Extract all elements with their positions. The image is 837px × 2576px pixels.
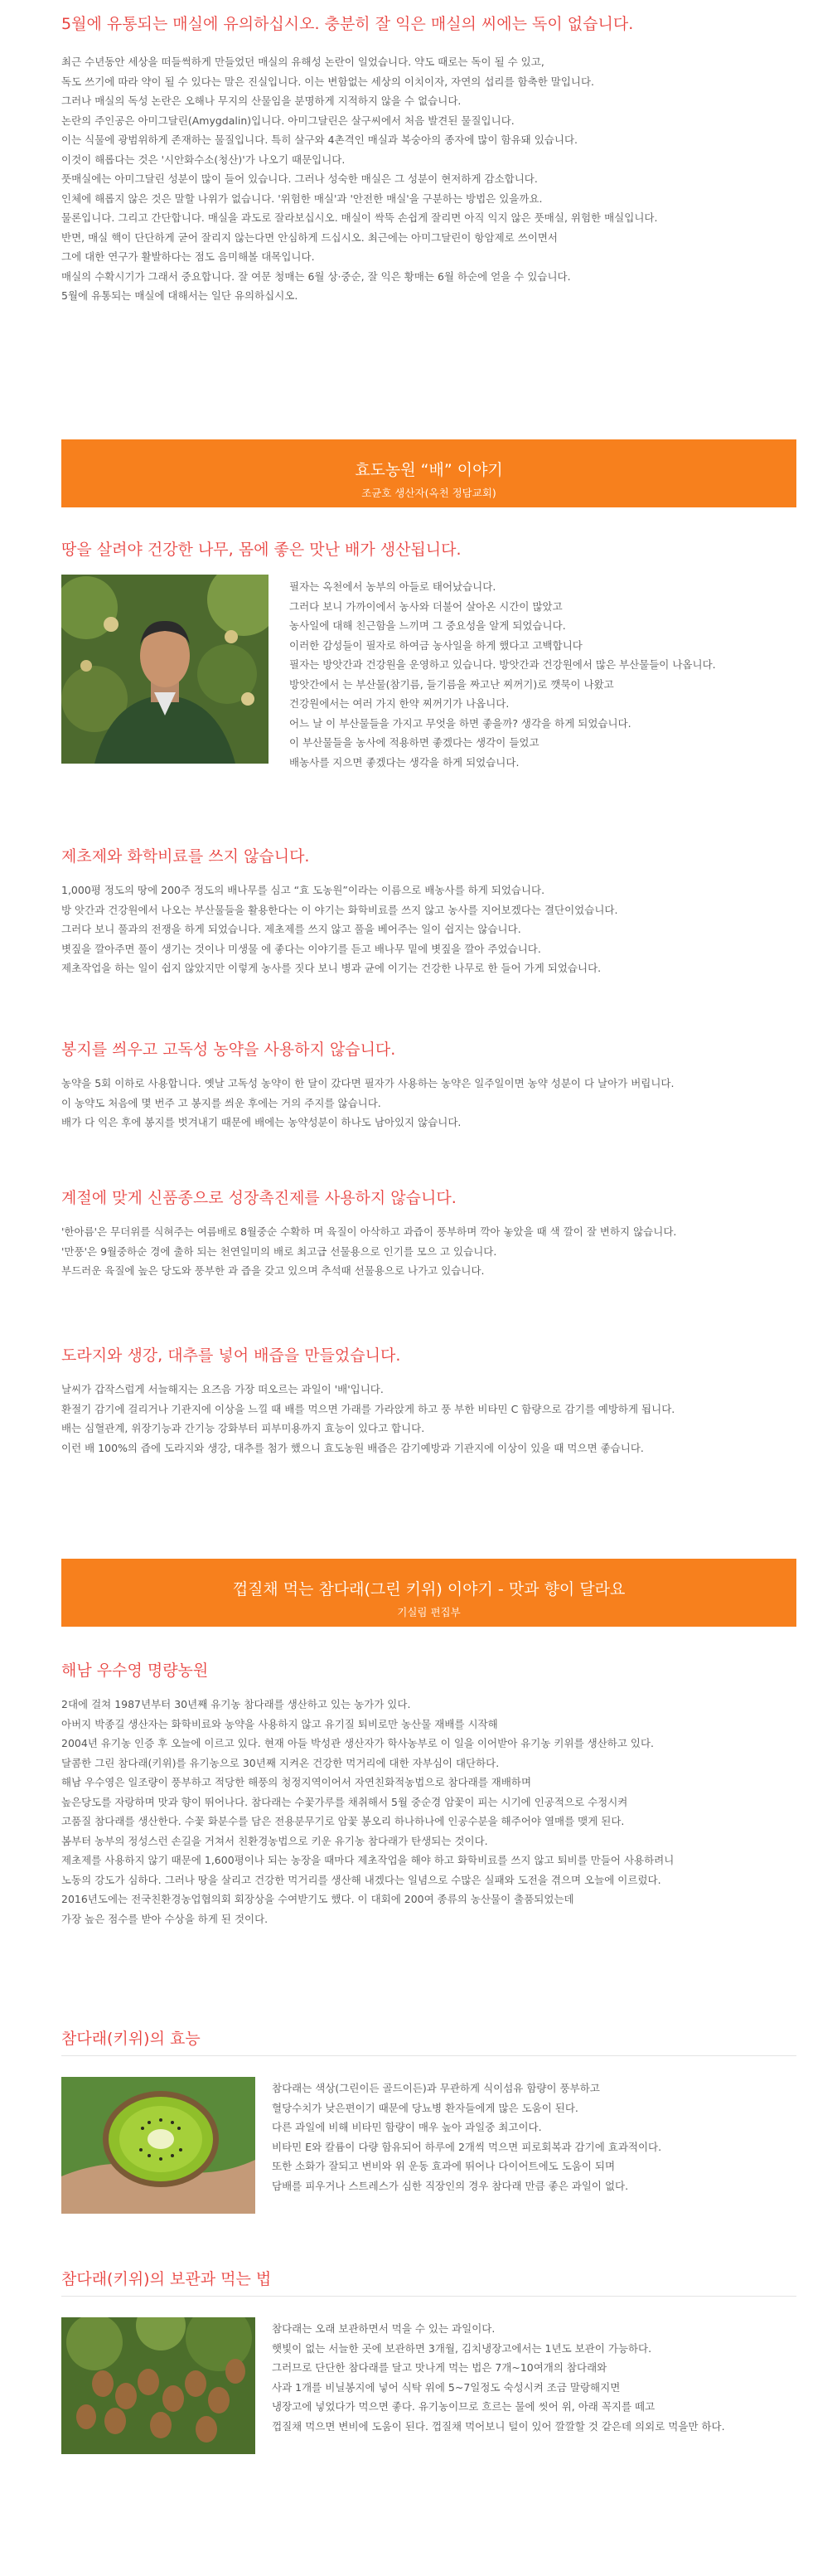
text-line: 껍질채 먹으면 변비에 도움이 된다. 껍질채 먹어보니 털이 있어 깔깔할 것 같은데 의외로 먹을만 하다. bbox=[272, 2419, 725, 2433]
section-body-varieties bbox=[61, 1222, 676, 1281]
banner-title: 껍질채 먹는 참다래(그린 키위) 이야기 - 맛과 향이 달라요 bbox=[232, 1580, 626, 1598]
text-line: 그에 대한 연구가 활발하다는 점도 음미해볼 대목입니다. bbox=[61, 250, 315, 263]
section-divider bbox=[61, 2055, 796, 2056]
text-line: 농사일에 대해 친근함을 느끼며 그 중요성을 알게 되었습니다. bbox=[289, 619, 566, 632]
article-banner-kiwi bbox=[61, 1559, 796, 1627]
text-line: 제초작업을 하는 일이 쉽지 않았지만 이렇게 농사를 짓다 보니 병과 균에 이기는 건강한 나무로 한 들어 가게 되었습니다. bbox=[61, 962, 602, 974]
text-line: 봄부터 농부의 정성스런 손길을 거쳐서 친환경농법으로 키운 유기농 참다래가 탄생되는 것이다. bbox=[61, 1834, 488, 1847]
section-heading-kiwi-storage: 참다래(키위)의 보관과 먹는 법 bbox=[61, 2270, 272, 2288]
section-heading-kiwi-benefits: 참다래(키위)의 효능 bbox=[61, 2030, 201, 2048]
text-line: 이것이 해롭다는 것은 '시안화수소(청산)'가 나오기 때문입니다. bbox=[61, 153, 346, 166]
text-line: 부드러운 육질에 높은 당도와 풍부한 과 즙을 갖고 있으며 추석때 선물용으로 나가고 있습니다. bbox=[61, 1264, 485, 1277]
text-line: 아버지 박종길 생산자는 화학비료와 농약을 사용하지 않고 유기질 퇴비로만 농산물 재배를 시작해 bbox=[61, 1717, 498, 1730]
text-line: 이런 배 100%의 즙에 도라지와 생강, 대추를 첨가 했으니 효도농원 배즙은 감기예방과 기관지에 이상이 있을 때 먹으면 좋습니다. bbox=[61, 1441, 644, 1454]
text-line: 이 농약도 처음에 몇 번주 고 봉지를 씌운 후에는 거의 주지를 않습니다. bbox=[61, 1096, 381, 1109]
text-line: 매실의 수확시기가 그래서 중요합니다. 잘 여문 청매는 6월 상·중순, 잘 익은 황매는 6월 하순에 얻을 수 있습니다. bbox=[61, 269, 571, 283]
text-line: 가장 높은 점수를 받아 수상을 하게 된 것이다. bbox=[61, 1912, 269, 1925]
text-line: 노동의 강도가 심하다. 그러나 땅을 살리고 건강한 먹거리를 생산해 내겠다는 일념으로 수많은 실패와 도전을 겪으며 오늘에 이르렀다. bbox=[61, 1873, 661, 1886]
text-line: 담배를 피우거나 스트레스가 심한 직장인의 경우 참다래 만큼 좋은 과일이 없다. bbox=[272, 2179, 629, 2192]
text-line: 이러한 감성들이 필자로 하여금 농사일을 하게 했다고 고백합니다 bbox=[289, 638, 583, 652]
section-body-no-herbicide bbox=[61, 880, 617, 978]
text-line: 사과 1개를 비닐봉지에 넣어 식탁 위에 5~7일정도 숙성시켜 조금 말랑해지면 bbox=[272, 2380, 621, 2394]
text-line: 그러다 보니 가까이에서 농사와 더불어 살아온 시간이 많았고 bbox=[289, 599, 563, 613]
section-heading-pear-juice: 도라지와 생강, 대추를 넣어 배즙을 만들었습니다. bbox=[61, 1346, 401, 1365]
text-line: 제초제를 사용하지 않기 때문에 1,600평이나 되는 농장을 때마다 제초작업을 해야 하고 화학비료를 쓰지 않고 퇴비를 만들어 사용하려니 bbox=[61, 1854, 675, 1866]
text-line: 방앗간에서 는 부산물(참기름, 들기름을 짜고난 찌꺼기)로 깻묵이 나왔고 bbox=[289, 677, 614, 691]
text-line: 혈당수치가 낮은편이기 때문에 당뇨병 환자들에게 많은 도움이 된다. bbox=[272, 2101, 578, 2114]
text-line: '한아름'은 무더위를 식혀주는 여름배로 8월중순 수확하 며 육질이 아삭하고 과즙이 풍부하며 깍아 놓았을 때 색 깔이 잘 변하지 않습니다. bbox=[61, 1225, 677, 1238]
text-line: 농약을 5회 이하로 사용합니다. 옛날 고독성 농약이 한 달이 갔다면 필자가 사용하는 농약은 일주일이면 농약 성분이 다 날아가 버립니다. bbox=[61, 1077, 675, 1089]
text-line: 그러므로 단단한 참다래를 달고 맛나게 먹는 법은 7개~10여개의 참다래와 bbox=[272, 2361, 607, 2374]
text-line: 반면, 매실 핵이 단단하게 굳어 잘리지 않는다면 안심하게 드십시오. 최근에는 아미그달린이 항암제로 쓰이면서 bbox=[61, 230, 559, 244]
text-line: 고품질 참다래를 생산한다. 수꽃 화분수를 담은 전용분무기로 암꽃 봉오리 하나하나에 인공수분을 해주어야 열매를 맺게 된다. bbox=[61, 1815, 625, 1827]
section-body-bagging bbox=[61, 1074, 674, 1133]
text-line: 배는 심혈관계, 위장기능과 간기능 강화부터 피부미용까지 효능이 있다고 합니다. bbox=[61, 1422, 425, 1434]
text-line: 이는 식물에 광범위하게 존재하는 물질입니다. 특히 살구와 4촌격인 매실과 복숭아의 종자에 많이 함유돼 있습니다. bbox=[61, 133, 578, 146]
section-body-maesil bbox=[61, 52, 657, 306]
text-line: 최근 수년동안 세상을 떠들썩하게 만들었던 매실의 유해성 논란이 일었습니다. 약도 때로는 독이 될 수 있고, bbox=[61, 56, 544, 68]
text-line: 그러다 보니 풀과의 전쟁을 하게 되었습니다. 제초제를 쓰지 않고 풀을 베어주는 일이 쉽지는 않습니다. bbox=[61, 923, 521, 935]
section-heading-no-herbicide: 제초제와 화학비료를 쓰지 않습니다. bbox=[61, 847, 310, 866]
text-line: 또한 소화가 잘되고 변비와 위 운동 효과에 뛰어나 다이어트에도 도움이 되며 bbox=[272, 2160, 616, 2172]
banner-subtitle: 조균호 생산자(옥천 정담교회) bbox=[361, 487, 496, 499]
text-line: 독도 쓰기에 따라 약이 될 수 있다는 말은 진실입니다. 이는 변함없는 세상의 이치이자, 자연의 섭리를 함축한 말입니다. bbox=[61, 75, 595, 88]
text-line: 환절기 감기에 걸리거나 기관지에 이상을 느낄 때 배를 먹으면 가래를 가라앉게 하고 풍 부한 비타민 C 함량으로 감기를 예방하게 됩니다. bbox=[61, 1402, 675, 1415]
text-line: 해남 우수영은 일조량이 풍부하고 적당한 해풍의 청정지역이어서 자연친화적농법으로 참다래를 재배하며 bbox=[61, 1776, 532, 1788]
text-line: 참다래는 오래 보관하면서 먹을 수 있는 과일이다. bbox=[272, 2322, 496, 2335]
text-line: 1,000평 정도의 땅에 200주 정도의 배나무를 심고 “효 도농원”이라는 이름으로 배농사를 하게 되었습니다. bbox=[61, 884, 545, 896]
text-line: 참다래는 색상(그린이든 골드이든)과 무관하게 식이섬유 함량이 풍부하고 bbox=[272, 2082, 600, 2094]
text-line: 볏짚을 깔아주면 풀이 생기는 것이나 미생물 에 좋다는 이야기를 듣고 배나무 밑에 볏짚을 깔아 주었습니다. bbox=[61, 942, 541, 955]
text-line: 배가 다 익은 후에 봉지를 벗겨내기 때문에 배에는 농약성분이 하나도 남아있지 않습니다. bbox=[61, 1116, 462, 1128]
text-line: 5월에 유통되는 매실에 대해서는 일단 유의하십시오. bbox=[61, 289, 298, 302]
text-line: 방 앗간과 건강원에서 나오는 부산물들을 활용한다는 이 야기는 화학비료를 쓰지 않고 농사를 지어보겠다는 결단이었습니다. bbox=[61, 903, 618, 916]
text-line: 이 부산물들을 농사에 적용하면 좋겠다는 생각이 들었고 bbox=[289, 736, 539, 749]
section-heading-bagging: 봉지를 씌우고 고독성 농약을 사용하지 않습니다. bbox=[61, 1041, 396, 1059]
text-line: 건강원에서는 여러 가지 한약 찌꺼기가 나옵니다. bbox=[289, 697, 510, 710]
section-body-soil bbox=[289, 577, 716, 772]
kiwi-cut-photo bbox=[61, 2077, 255, 2214]
section-heading-maesil: 5월에 유통되는 매실에 유의하십시오. 충분히 잘 익은 매실의 씨에는 독이 없습니다. bbox=[61, 15, 634, 33]
text-line: 높은당도를 자랑하며 맛과 향이 뛰어나다. 참다래는 수꽃가루를 채취해서 5월 중순경 암꽃이 피는 시기에 인공적으로 수정시켜 bbox=[61, 1795, 628, 1808]
section-body-pear-juice bbox=[61, 1380, 675, 1458]
article-banner-pear bbox=[61, 439, 796, 507]
kiwi-vine-photo bbox=[61, 2317, 255, 2454]
farmer-photo bbox=[61, 575, 269, 764]
text-line: 2016년도에는 전국친환경농업협의회 회장상을 수여받기도 했다. 이 대회에 200여 종류의 농산물이 출품되었는데 bbox=[61, 1893, 574, 1905]
banner-subtitle: 기실림 편집부 bbox=[397, 1606, 461, 1618]
section-heading-varieties: 계절에 맞게 신품종으로 성장촉진제를 사용하지 않습니다. bbox=[61, 1189, 457, 1207]
text-line: 다른 과일에 비해 비타민 함량이 매우 높아 과일중 최고이다. bbox=[272, 2121, 542, 2133]
text-line: 필자는 옥천에서 농부의 아들로 태어났습니다. bbox=[289, 580, 496, 593]
text-line: 달콤한 그린 참다래(키위)를 유기농으로 30년째 지켜온 건강한 먹거리에 대한 자부심이 대단하다. bbox=[61, 1756, 500, 1769]
text-line: 날씨가 갑작스럽게 서늘해지는 요즈음 가장 떠오르는 과일이 '배'입니다. bbox=[61, 1383, 384, 1395]
text-line: 배농사를 지으면 좋겠다는 생각을 하게 되었습니다. bbox=[289, 755, 520, 769]
text-line: 풋매실에는 아미그달린 성분이 많이 들어 있습니다. 그러나 성숙한 매실은 그 성분이 현저하게 감소합니다. bbox=[61, 172, 538, 185]
section-divider bbox=[61, 2296, 796, 2297]
text-line: 어느 날 이 부산물들을 가지고 무엇을 하면 좋을까? 생각을 하게 되었습니다. bbox=[289, 716, 631, 730]
text-line: 냉장고에 넣었다가 먹으면 좋다. 유기농이므로 흐르는 물에 씻어 위, 아래 꼭지를 떼고 bbox=[272, 2400, 656, 2413]
text-line: 2004년 유기농 인증 후 오늘에 이르고 있다. 현재 아들 박성관 생산자가 학사농부로 이 일을 이어받아 유기농 키위를 생산하고 있다. bbox=[61, 1737, 655, 1749]
text-line: 논란의 주인공은 아미그달린(Amygdalin)입니다. 아미그달린은 살구씨에서 처음 발견된 물질입니다. bbox=[61, 114, 515, 127]
text-line: 비타민 E와 칼륨이 다량 함유되어 하루에 2개씩 먹으면 피로회복과 감기에 효과적이다. bbox=[272, 2140, 662, 2153]
text-line: '만풍'은 9월중하순 경에 출하 되는 천연일미의 배로 최고급 선물용으로 인기를 모으 고 있습니다. bbox=[61, 1244, 497, 1258]
text-line: 2대에 걸쳐 1987년부터 30년째 유기농 참다래를 생산하고 있는 농가가 있다. bbox=[61, 1698, 411, 1710]
section-heading-farm: 해남 우수영 명량농원 bbox=[61, 1662, 209, 1680]
section-body-farm bbox=[61, 1695, 674, 1928]
section-heading-soil: 땅을 살려야 건강한 나무, 몸에 좋은 맛난 배가 생산됩니다. bbox=[61, 541, 462, 559]
text-line: 그러나 매실의 독성 논란은 오해나 무지의 산물임을 분명하게 지적하지 않을 수 없습니다. bbox=[61, 95, 462, 107]
text-line: 물론입니다. 그리고 간단합니다. 매실을 과도로 잘라보십시오. 매실이 싹뚝 손쉽게 잘리면 아직 익지 않은 풋매실, 위험한 매실입니다. bbox=[61, 211, 658, 224]
text-line: 필자는 방앗간과 건강원을 운영하고 있습니다. 방앗간과 건강원에서 많은 부산물들이 나옵니다. bbox=[289, 658, 716, 671]
banner-title: 효도농원 “배” 이야기 bbox=[355, 461, 503, 479]
text-line: 인체에 해롭지 않은 것은 말할 나위가 없습니다. '위험한 매실'과 '안전한 매실'을 구분하는 방법은 있을까요. bbox=[61, 192, 543, 205]
section-body-kiwi-benefits bbox=[272, 2079, 661, 2195]
section-body-kiwi-storage bbox=[272, 2319, 725, 2436]
text-line: 햇빛이 없는 서늘한 곳에 보관하면 3개월, 김치냉장고에서는 1년도 보관이 가능하다. bbox=[272, 2341, 652, 2355]
